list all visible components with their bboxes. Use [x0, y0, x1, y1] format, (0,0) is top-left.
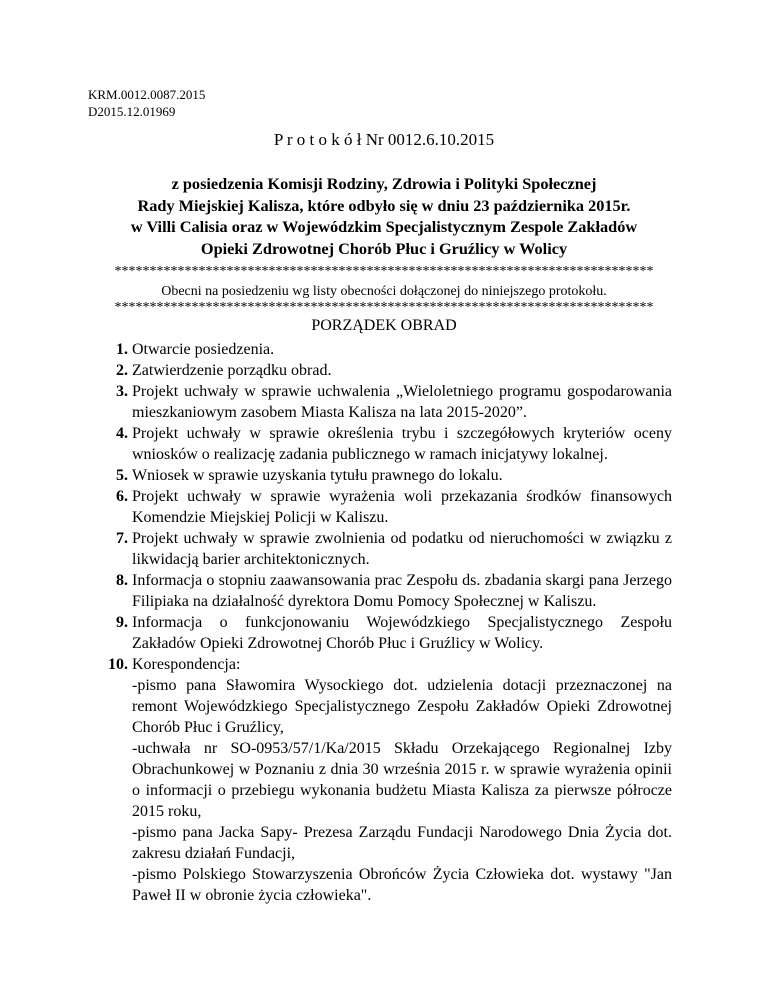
agenda-item — [88, 423, 672, 465]
attendance-note: Obecni na posiedzeniu wg listy obecności dołączonej do niniejszego protokołu. — [161, 284, 607, 299]
correspondence-item: -pismo Polskiego Stowarzyszenia Obrońców Życia Człowieka dot. wystawy "Jan Paweł II w obronie życia człowieka". — [132, 866, 672, 904]
agenda-list — [88, 339, 672, 906]
meeting-subtitle — [60, 173, 708, 259]
agenda-item-number: 7. — [116, 530, 128, 547]
agenda-item — [88, 360, 672, 381]
agenda-item-number: 6. — [116, 488, 128, 505]
agenda-item-text: Otwarcie posiedzenia. — [132, 341, 275, 358]
correspondence-item: -pismo pana Sławomira Wysockiego dot. udzielenia dotacji przeznaczonej na remont Wojewódzkiego Specjalistycznego Zespołu Zakładów Opieki Zdrowotnej Chorób Płuc i Gruźlicy, — [132, 677, 672, 736]
agenda-item-number: 5. — [116, 467, 128, 484]
document-number: D2015.12.01969 — [88, 104, 176, 119]
agenda-item-text: Projekt uchwały w sprawie określenia trybu i szczegółowych kryteriów oceny wniosków o realizację zadania publicznego w ramach inicjatywy lokalnej. — [132, 425, 672, 463]
agenda-item — [88, 339, 672, 360]
subtitle-line: Rady Miejskiej Kalisza, które odbyło się w dniu 23 października 2015r. — [137, 195, 631, 215]
agenda-title: PORZĄDEK OBRAD — [311, 317, 457, 334]
agenda-item-number: 9. — [116, 614, 128, 631]
document-reference-block — [88, 86, 205, 120]
agenda-item — [88, 381, 672, 423]
agenda-item-number: 1. — [116, 341, 128, 358]
agenda-item-text: Informacja o funkcjonowaniu Wojewódzkiego Specjalistycznego Zespołu Zakładów Opieki Zdrowotnej Chorób Płuc i Gruźlicy w Wolicy. — [132, 614, 672, 652]
agenda-item-text: Projekt uchwały w sprawie uchwalenia „Wieloletniego programu gospodarowania mieszkaniowym zasobem Miasta Kalisza na lata 2015-2020”. — [132, 383, 672, 421]
correspondence-item: -uchwała nr SO-0953/57/1/Ka/2015 Składu Orzekającego Regionalnej Izby Obrachunkowej w Poznaniu z dnia 30 września 2015 r. w sprawie wyrażenia opinii o informacji o przebiegu wykonania budżetu Miasta Kalisza za pierwsze półrocze 2015 roku, — [132, 740, 672, 820]
agenda-item — [88, 486, 672, 528]
agenda-item-text: Wniosek w sprawie uzyskania tytułu prawnego do lokalu. — [132, 467, 503, 484]
subtitle-line: z posiedzenia Komisji Rodziny, Zdrowia i Polityki Społecznej — [171, 174, 597, 193]
agenda-item-number: 4. — [116, 425, 128, 442]
agenda-item-number: 2. — [116, 362, 128, 379]
subtitle-line: Opieki Zdrowotnej Chorób Płuc i Gruźlicy w Wolicy — [200, 238, 568, 258]
agenda-item — [88, 654, 672, 906]
agenda-item-text: Projekt uchwały w sprawie wyrażenia woli przekazania środków finansowych Komendzie Miejskiej Policji w Kaliszu. — [132, 488, 672, 526]
correspondence-item: -pismo pana Jacka Sapy- Prezesa Zarządu Fundacji Narodowego Dnia Życia dot. zakresu działań Fundacji, — [132, 824, 672, 862]
agenda-item-number: 3. — [116, 383, 128, 400]
separator-top: ***************************************************************************** — [114, 264, 654, 279]
agenda-item-text: Projekt uchwały w sprawie zwolnienia od podatku od nieruchomości w związku z likwidacją barier architektonicznych. — [132, 530, 672, 568]
agenda-item — [88, 570, 672, 612]
agenda-item — [88, 612, 672, 654]
agenda-item-text — [132, 654, 672, 906]
correspondence-list — [132, 675, 672, 906]
agenda-item-number: 10. — [108, 656, 128, 673]
agenda-item — [88, 465, 672, 486]
agenda-item-text: Zatwierdzenie porządku obrad. — [132, 362, 332, 379]
agenda-item-text: Informacja o stopniu zaawansowania prac Zespołu ds. zbadania skargi pana Jerzego Filipiaka na działalność dyrektora Domu Pomocy Społecznej w Kaliszu. — [132, 572, 672, 610]
agenda-item — [88, 528, 672, 570]
agenda-item-number: 8. — [116, 572, 128, 589]
correspondence-heading: Korespondencja: — [132, 656, 241, 673]
protocol-title: P r o t o k ó ł Nr 0012.6.10.2015 — [273, 130, 495, 149]
separator-bottom: ***************************************************************************** — [114, 300, 654, 315]
case-number: KRM.0012.0087.2015 — [88, 87, 206, 102]
subtitle-line: w Villi Calisia oraz w Wojewódzkim Specjalistycznym Zespole Zakładów — [130, 217, 638, 236]
